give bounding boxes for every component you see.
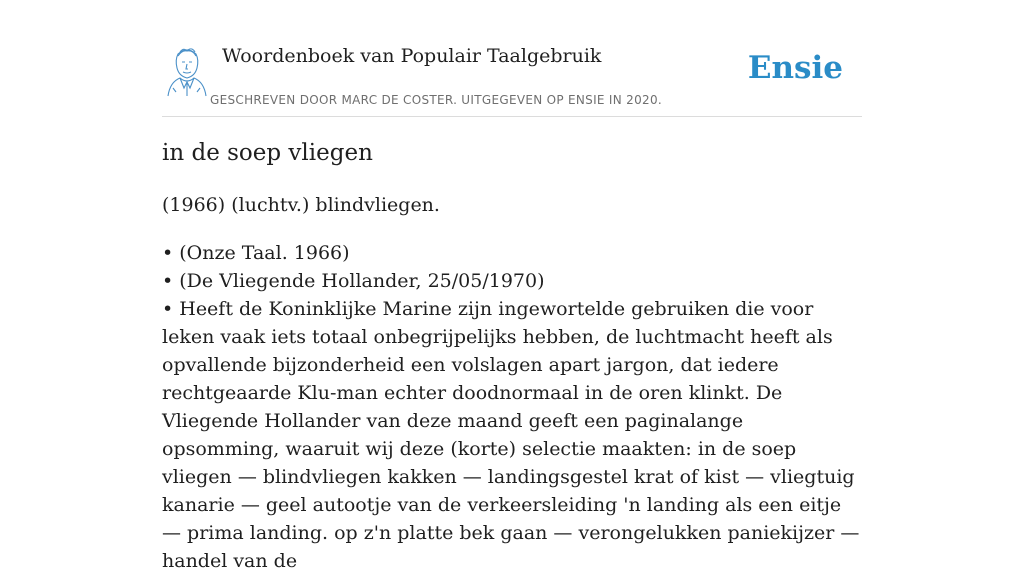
quote-line: • (Onze Taal. 1966) xyxy=(162,242,350,264)
book-title[interactable]: Woordenboek van Populair Taalgebruik xyxy=(222,45,602,67)
entry-term: in de soep vliegen xyxy=(162,140,373,166)
byline: GESCHREVEN DOOR MARC DE COSTER. UITGEGEVEN OP ENSIE IN 2020. xyxy=(210,93,662,107)
ensie-logo[interactable]: Ensie xyxy=(747,50,843,86)
quote-paragraph: • Heeft de Koninklijke Marine zijn ingewortelde gebruiken die voor leken vaak iets totaal onbegrijpelijks hebben, de luchtmacht heeft als opvallende bijzonderheid een volslagen apart jargon, dat iedere rechtgeaarde Klu-man echter doodnormaal in de oren klinkt. De Vliegende Hollander van deze maand geeft een paginalange opsomming, waaruit wij deze (korte) selectie maakten: in de soep vliegen — blindvliegen kakken — landingsgestel krat of kist — vliegtuig kanarie — geel autootje van de verkeersleiding 'n landing als een eitje — prima landing. op z'n platte bek gaan — verongelukken paniekijzer — handel van de xyxy=(162,298,860,572)
page xyxy=(162,0,862,572)
entry-quotes xyxy=(162,239,862,575)
entry-definition: (1966) (luchtv.) blindvliegen. xyxy=(162,194,440,216)
quote-line: • (De Vliegende Hollander, 25/05/1970) xyxy=(162,270,545,292)
header xyxy=(162,0,862,117)
author-portrait-icon xyxy=(164,44,210,96)
